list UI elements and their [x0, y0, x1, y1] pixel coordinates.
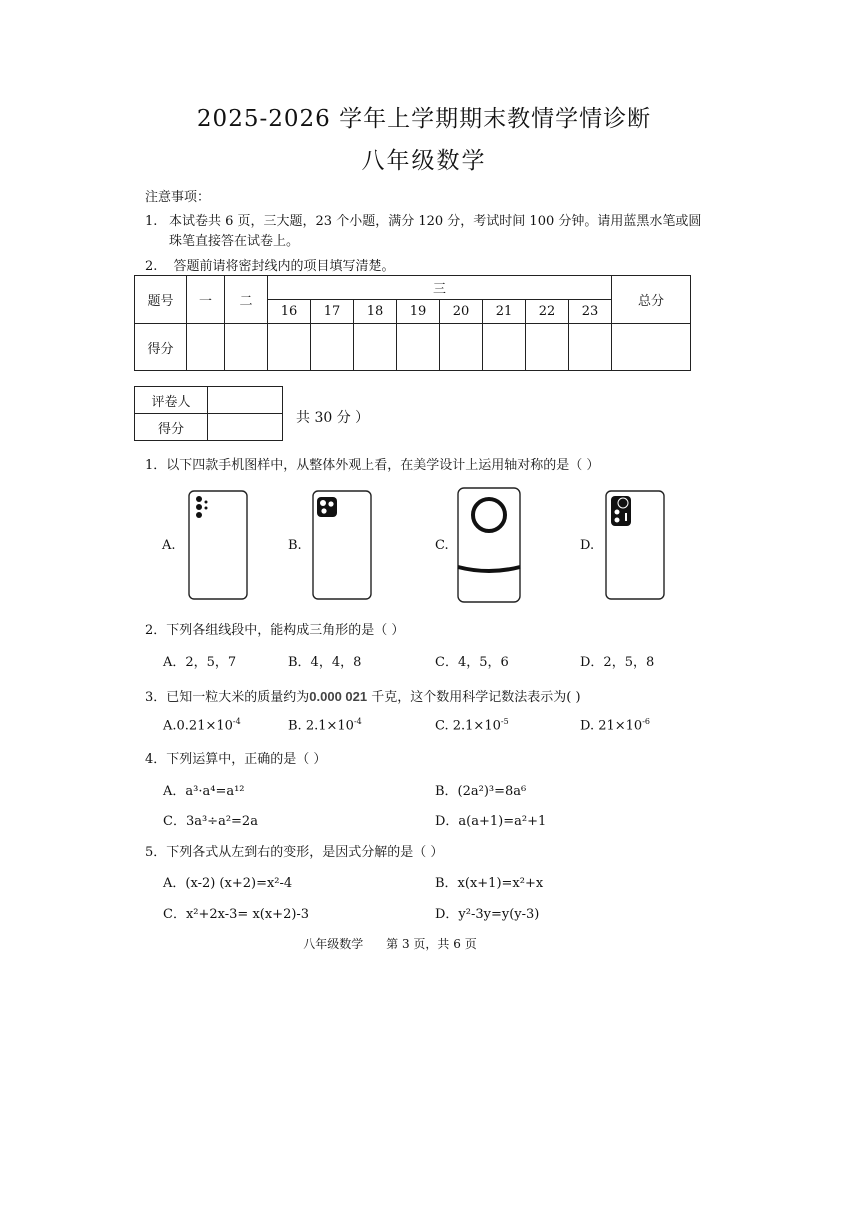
q1-option-c-label: C. — [435, 538, 449, 553]
q1-option-a-label: A. — [162, 538, 176, 553]
q3-stem-number: 0.000 021 — [309, 689, 368, 704]
page-footer: 八年级数学 第 3 页，共 6 页 — [303, 937, 477, 951]
grader-cell[interactable] — [208, 387, 283, 414]
col-q16: 16 — [268, 300, 311, 324]
notes-heading: 注意事项： — [145, 190, 211, 205]
q5-option-d: D．y²-3y=y(y-3) — [435, 907, 540, 922]
q3-option-a: $A.0.21\times 10^{-4}$ — [163, 717, 241, 734]
q1-option-d-label: D. — [580, 538, 595, 553]
col-q22: 22 — [526, 300, 569, 324]
q5-option-c: C．x²+2x-3= x(x+2)-3 — [163, 907, 310, 922]
row-label-score: 得分 — [135, 324, 187, 371]
col-q23: 23 — [569, 300, 612, 324]
score-cell[interactable] — [311, 324, 354, 371]
score-cell[interactable] — [397, 324, 440, 371]
row-label-question: 题号 — [135, 276, 187, 324]
phone-b-image — [312, 490, 374, 602]
question-3-stem — [145, 686, 581, 705]
col-q18: 18 — [354, 300, 397, 324]
col-q19: 19 — [397, 300, 440, 324]
exam-title: 2025-2026 学年上学期期末教情学情诊断 — [196, 106, 652, 132]
note-text: 答题前请将密封线内的项目填写清楚。 — [173, 259, 395, 274]
score-cell[interactable] — [569, 324, 612, 371]
col-total: 总分 — [612, 276, 691, 324]
q5-option-a: A．(x-2) (x+2)=x²-4 — [163, 876, 293, 891]
grader-score-cell[interactable] — [208, 414, 283, 441]
question-5-stem: 5．下列各式从左到右的变形，是因式分解的是（ ） — [145, 845, 444, 860]
question-4-stem: 4．下列运算中，正确的是（ ） — [145, 752, 327, 767]
grader-table — [134, 386, 283, 441]
question-1-stem: 1．以下四款手机图样中，从整体外观上看，在美学设计上运用轴对称的是（ ） — [145, 458, 600, 473]
q4-option-b: B．(2a²)³=8a⁶ — [435, 784, 527, 799]
grader-label: 评卷人 — [135, 387, 208, 414]
section-points: 共 30 分 ） — [296, 410, 370, 426]
q3-option-c: C. $2.1\times 10^{-5}$ — [435, 717, 509, 734]
q2-option-d: D．2，5，8 — [580, 655, 655, 670]
col-section-3: 三 — [268, 276, 612, 300]
q3-stem-text-end: 千克，这个数用科学记数法表示为( ) — [367, 690, 581, 705]
col-section-1: 一 — [187, 276, 225, 324]
q3-option-d: D. $21\times 10^{-6}$ — [580, 717, 650, 734]
note-item-1 — [145, 212, 705, 252]
score-cell[interactable] — [526, 324, 569, 371]
score-table — [134, 275, 691, 371]
note-number: 1. — [145, 214, 158, 229]
q4-option-c: C．3a³÷a²=2a — [163, 814, 258, 829]
col-q20: 20 — [440, 300, 483, 324]
q5-option-b: B．x(x+1)=x²+x — [435, 876, 544, 891]
q1-option-b-label: B. — [288, 538, 302, 553]
q4-option-a: A．a³·a⁴=a¹² — [163, 784, 245, 799]
phone-a-image — [188, 490, 250, 602]
note-item-2 — [145, 255, 395, 274]
exam-subtitle: 八年级数学 — [361, 148, 487, 174]
q4-option-d: D．a(a+1)=a²+1 — [435, 814, 547, 829]
score-cell[interactable] — [187, 324, 225, 371]
phone-d-image — [605, 490, 667, 602]
q3-option-b: B. $2.1\times 10^{-4}$ — [288, 717, 362, 734]
q2-option-b: B．4，4，8 — [288, 655, 362, 670]
score-cell[interactable] — [440, 324, 483, 371]
score-cell[interactable] — [483, 324, 526, 371]
q2-option-a: A．2，5，7 — [163, 655, 237, 670]
question-2-stem: 2．下列各组线段中，能构成三角形的是（ ） — [145, 623, 405, 638]
score-cell[interactable] — [268, 324, 311, 371]
note-text: 本试卷共 6 页，三大题，23 个小题，满分 120 分，考试时间 100 分钟。请用蓝黑水笔或圆珠笔直接答在试卷上。 — [169, 214, 702, 249]
score-cell[interactable] — [225, 324, 268, 371]
note-number: 2. — [145, 259, 158, 274]
score-cell[interactable] — [354, 324, 397, 371]
q3-stem-text: 3．已知一粒大米的质量约为 — [145, 690, 310, 705]
score-cell[interactable] — [612, 324, 691, 371]
phone-c-image — [457, 487, 523, 605]
col-section-2: 二 — [225, 276, 268, 324]
col-q17: 17 — [311, 300, 354, 324]
q2-option-c: C．4，5，6 — [435, 655, 509, 670]
col-q21: 21 — [483, 300, 526, 324]
grader-score-label: 得分 — [135, 414, 208, 441]
